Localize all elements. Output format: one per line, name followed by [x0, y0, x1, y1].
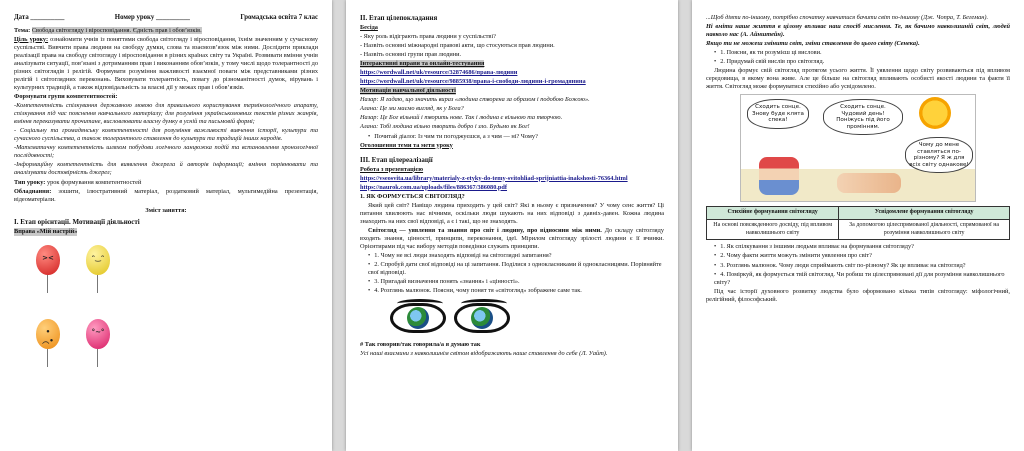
announce-topic: Оголошення теми та мети уроку — [360, 141, 453, 149]
date-field: Дата __________ — [14, 14, 65, 21]
subject-title: Громадська освіта 7 клас — [240, 14, 318, 21]
wordwall-link-2-anchor[interactable]: https://wordwall.net/uk/resource/9885938/права-і-свободи-людини-і-громадянина — [360, 78, 586, 86]
table-row — [707, 220, 1010, 240]
quote-chopra: ...Щоб діяти по-іншому, потрібно спочатку навчитися бачити світ по-іншому (Дж. Чопра, Т. Бегеман). — [706, 14, 989, 21]
sun-perception-illustration — [740, 94, 976, 202]
content-title: Зміст заняття: — [145, 206, 187, 214]
worldview-paragraph-2: Світогляд — уявлення та знання про світ і людину, про відносини між ними. До складу світогляду входять знання, цінності, принципи, переконання, ідеї. Мірилом світогляду зрілості людини є її вчинки. Орієнтирами під час вибору методів поведінки служать принципи. — [360, 226, 664, 250]
worldview-comparison-table — [706, 206, 1010, 240]
right-eye-icon — [454, 303, 510, 333]
competence-4: -Інформаційну компетентність для виявлення джерела й авторів інформації; вміння порівнювати та аналізувати достовірність джерел; — [14, 161, 318, 177]
eyes-illustration — [390, 303, 664, 333]
person-under-umbrella-icon — [759, 157, 799, 195]
speech-bubble-3: Чому до мене ставляться по-різному? Я ж для всіх світу однакове! — [905, 137, 973, 173]
equipment-line: Обладнання: зошити, ілюстративний матеріал, роздатковий матеріал, мультимедійна презентація, відеоматеріали. — [14, 187, 318, 203]
worldview-questions — [368, 252, 664, 295]
vseosvita-link-anchor[interactable]: https://vseosvita.ua/library/materialy-z-etyky-do-temy-svitohliad-sprijniattia-inakshosti-76364.html — [360, 174, 628, 182]
document-page-2 — [346, 0, 678, 451]
list-item: • 4. Поміркуй, як формується твій світогляд. Чи робиш ти цілеспрямовані дії для розуміння навколишнього світу? — [714, 271, 1010, 287]
dialog-task-list — [368, 133, 664, 141]
dialog-alana-1: Алана: Це ми маємо вигляд, як у Бога? — [360, 105, 464, 113]
question-3: - Назвіть основні групи прав людини. — [360, 51, 462, 59]
section-heading-worldview: 1. ЯК ФОРМУЄТЬСЯ СВІТОГЛЯД? — [360, 192, 465, 200]
competence-2: - Соціальну та громадянську компетентності для розуміння важливості вивчення історії, культури та сучасного суспільства, а також толерантного ставлення до культури та традицій інших народів. — [14, 127, 318, 143]
sad-balloon-icon: •︵• — [36, 319, 60, 349]
worldview-paragraph-1: Який цей світ? Навіщо людина приходить у цей світ? Які в ньому є призначення? У чому сенс життя? Ці питання хвилюють нас вічними, оскільки люди шукають на них відповіді з давніх-давен. Кожна людина знаходить на них свої відповіді, а є і такі, що не знаходять. — [360, 201, 664, 225]
wordwall-link-1[interactable] — [360, 69, 664, 77]
caption-quote: Усі наші взаємини з навколишнім світом відображають наше ставлення до себе (Л. Уайт). — [360, 350, 608, 358]
quote-tasks — [714, 49, 1010, 66]
list-item: • 3. Розглянь малюнок. Чому люди сприймають світ по-різному? Як це впливає на світогляд? — [714, 262, 1010, 270]
list-item: • 2. Спробуй дати свої відповіді на ці запитання. Поділися з однокласниками й однокласницями. Порівняйте свої відповіді. — [368, 261, 664, 277]
competence-3: -Математичну компетентність шляхом побудови логічного ланцюжка подій та встановлення хронологічної послідовності; — [14, 144, 318, 160]
dialog-task: • Почитай діалог. Із чим ти погоджуєшся, а з чим — ні? Чому? — [368, 133, 664, 141]
formation-paragraph: Людина формує свій світогляд протягом усього життя. Її уявлення щодо світу розвиваються під впливом середовища, в якому вона живе. Але це більше на світогляд впливають особисті якості людини та факти її життя. Світогляд може формуватися стихійно або усвідомлено. — [706, 67, 1010, 91]
dialog-nazar-2: Назар: Це Бог вільний і творить нове. Так і людина є вільною та творчою. — [360, 114, 563, 122]
talk-title: Бесіда — [360, 23, 378, 31]
document-page-1 — [0, 0, 332, 451]
table-cell: За допомогою цілеспрямованої діяльності, спрямованої на розуміння навколишнього світу — [839, 220, 1010, 240]
formation-questions — [714, 243, 1010, 286]
quote-einstein: Ні вміти наше життя в цілому впливає наш спосіб мислення. Те, як бачимо навколишній світ, людей навколо нас (А. Айнштейн). — [706, 23, 1010, 39]
list-item: • 2. Придумай свій вислів про світогляд. — [714, 58, 1010, 66]
worried-balloon-icon: °~° — [86, 319, 110, 349]
question-1: - Яку роль відіграють права людини у суспільстві? — [360, 33, 496, 40]
goal-paragraph: Ціль уроку: ознайомити учнів із поняттями свобода світогляду і віросповідання, їхнім значенням у сучасному суспільстві. Вивчити права людини на свободу думки, слова та взаємозв’язок між ними. Дослідити приклади реалізації права на свободу світогляду і віросповідання в різних країнах світу та Україні. Розвивати вміння учнів аналізувати ситуації, пов’язані з дотриманням прав і виконанням обов’язків, у тому числі щодо толерантності до різних світоглядів і релігій. Формувати розуміння важливості взаємної поваги між представниками різних релігій і світоглядних переконань. Виховувати толерантність, повагу до різноманітності думок, вірувань і культурних традицій, а також відповідальність за власні дії у межах прав і обов’язків. — [14, 35, 319, 92]
quote-seneca: Якщо ти не можеш змінити світ, зміни ставлення до цього світу (Сенека). — [706, 40, 920, 48]
left-eye-icon — [390, 303, 446, 333]
question-2: - Назвіть основні міжнародні правові акти, що стосуються прав людини. — [360, 42, 555, 50]
naurok-link-anchor[interactable]: https://naurok.com.ua/uploads/files/886367/386080.pdf — [360, 183, 508, 191]
stage-3-heading: ІІІ. Етап цілереалізації — [360, 155, 433, 164]
caption-heading: # Так говорив/так говорила/а я думаю так — [360, 341, 481, 349]
angry-balloon-icon: >< — [36, 245, 60, 275]
table-header-conscious: Усвідомлене формування світогляду — [839, 207, 1010, 220]
list-item: • 2. Чому факти життя можуть змінити уявлення про світ? — [714, 252, 1010, 260]
table-cell: На основі повсякденного досвіду, під впливом навколишнього світу — [707, 220, 839, 240]
dialog-nazar-1: Назар: Я гадаю, що значить вираз «людина створена за образом і подобою Божою». — [360, 96, 590, 104]
stage-2-heading: ІІ. Етап цілепокладання — [360, 14, 438, 22]
competence-1: -Компетентність спілкування державною мовою для правильного користування термінологічного апарату, спілкування під час пояснення навчального матеріалу; для розуміння українськомовних текстів різних жанрів, вміння переказувати прочитане, висловлювати власну думку в усній та письмовій формі; — [14, 102, 318, 126]
table-header-spontaneous: Стихійне формування світогляду — [707, 207, 839, 220]
sun-icon — [919, 97, 951, 129]
motivation-title: Мотивація навчальної діяльності — [360, 87, 456, 95]
list-item: • 1. Як спілкування з іншими людьми впливає на формування світогляду? — [714, 243, 1010, 251]
vseosvita-link[interactable] — [360, 175, 664, 183]
exercise-title: Вправа «Мій настрій» — [14, 227, 78, 235]
happy-balloon-icon: ᵔ‿ᵔ — [86, 245, 110, 275]
wordwall-link-2[interactable] — [360, 78, 664, 86]
document-page-3 — [692, 0, 1024, 451]
mood-balloons-illustration — [14, 241, 318, 391]
wordwall-link-1-anchor[interactable]: https://wordwall.net/uk/resource/32874686/права-людини — [360, 69, 518, 77]
stage-1-heading: І. Етап орієнтації. Мотивації діяльності — [14, 217, 140, 226]
interactive-exercises-title: Інтерактивні вправи та онлайн-тестування — [360, 60, 485, 68]
dialog-alana-2: Алана: Тобі людина вільно творить добро і зло. Будьмо як Бог! — [360, 123, 530, 131]
list-item: • 1. Чому не всі люди знаходять відповіді на світоглядні запитання? — [368, 252, 664, 260]
presentation-title: Робота з презентацією — [360, 165, 424, 173]
list-item: • 3. Пригадай визначення понять «знання» і «цінності». — [368, 278, 664, 286]
speech-bubble-2: Сходить сонце. Чудовий день! Поніжусь під його промінням. — [823, 99, 903, 135]
lesson-number-field: Номер уроку __________ — [114, 14, 190, 21]
topic-line: Тема: Свобода світогляду і віросповідання. Єдність прав і обов’язків. — [14, 26, 202, 34]
speech-bubble-1: Сходить сонце. Знову буде клята спека! — [747, 99, 809, 128]
types-paragraph: Під час історії духовного розвитку людства було оформовано кілька типів світогляду: міфологічний, релігійний, філософський. — [706, 287, 1010, 303]
person-sunbathing-icon — [837, 173, 901, 193]
lesson-type-line: Тип уроку: урок формування компетентностей — [14, 178, 142, 186]
list-item: • 1. Поясни, як ти розумієш ці вислови. — [714, 49, 1010, 57]
competences-title: Формувати групи компетентностей: — [14, 93, 118, 101]
lesson-header — [14, 14, 318, 23]
naurok-link[interactable] — [360, 184, 664, 192]
list-item: • 4. Розглянь малюнок. Поясни, чому понят тя «світогляд» зображене саме так. — [368, 287, 664, 295]
